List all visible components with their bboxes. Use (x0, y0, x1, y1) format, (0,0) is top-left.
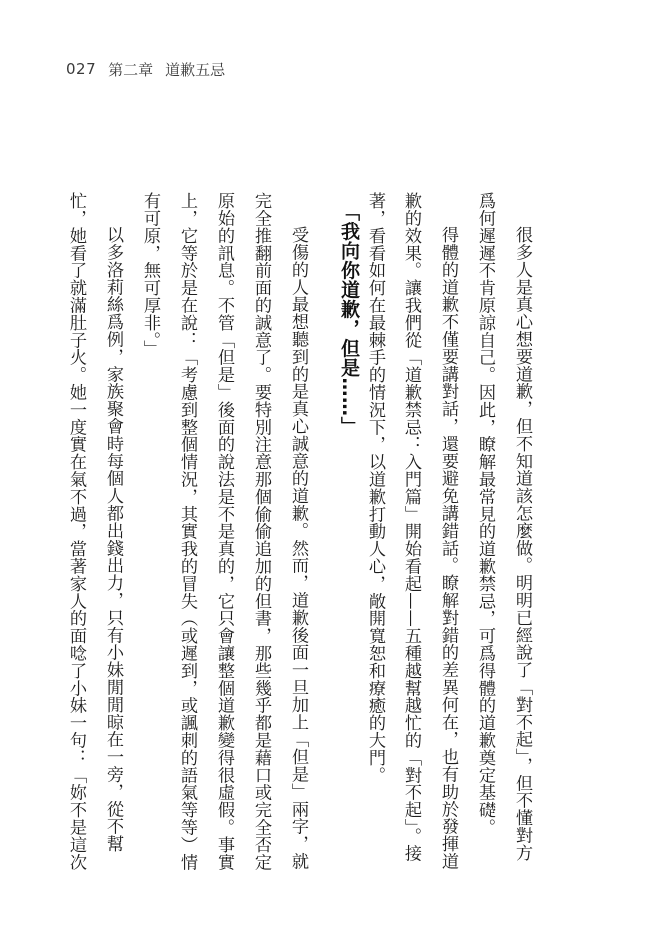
text-column-1: 很多人是真心想要道歉，但不知道該怎麼做。明明已經說了「對不起」，但不懂對方 (512, 226, 532, 862)
text-column-10: 有可原，無可厚非。」 (140, 192, 160, 358)
section-heading: 「我向你道歉，但是……」 (338, 202, 360, 436)
text-column-5: 著，看看如何在最棘手的情況下，以道歉打動人心，敞開寬恕和療癒的大門。 (365, 192, 385, 784)
text-column-6: 受傷的人最想聽到的是真心誠意的道歉。然而，道歉後面一旦加上「但是」兩字，就 (288, 226, 308, 870)
page-number: 027 (66, 60, 97, 78)
text-column-7: 完全推翻前面的誠意了。要特別注意那個偷偷追加的但書，那些幾乎都是藉口或完全否定 (251, 192, 271, 871)
text-column-3: 得體的道歉不僅要講對話，還要避免講錯話。瞭解對錯的差異何在，也有助於發揮道 (438, 226, 458, 870)
text-column-12: 忙，她看了就滿肚子火。她一度實在氣不過，當著家人的面唸了小妹一句：「妳不是這次 (66, 192, 86, 871)
text-column-11: 以多洛莉絲爲例，家族聚會時每個人都出錢出力，只有小妹閒閒晾在一旁，從不幫 (103, 226, 123, 853)
chapter-label: 第二章 (108, 60, 154, 79)
text-column-8: 原始的訊息。不管「但是」後面的說法是不是真的，它只會讓整個道歉變得很虛假。事實 (214, 192, 234, 871)
text-column-2: 爲何遲遲不肯原諒自己。因此，瞭解最常見的道歉禁忌，可爲得體的道歉奠定基礎。 (475, 192, 495, 836)
text-column-4: 歉的效果。讓我們從「道歉禁忌：入門篇」開始看起——五種越幫越忙的「對不起」。接 (401, 192, 421, 862)
running-header (66, 59, 225, 79)
chapter-title: 道歉五忌 (165, 60, 226, 79)
text-column-9: 上，它等於是在說：「考慮到整個情況，其實我的冒失（或遲到，或諷刺的語氣等等）情 (177, 192, 197, 871)
